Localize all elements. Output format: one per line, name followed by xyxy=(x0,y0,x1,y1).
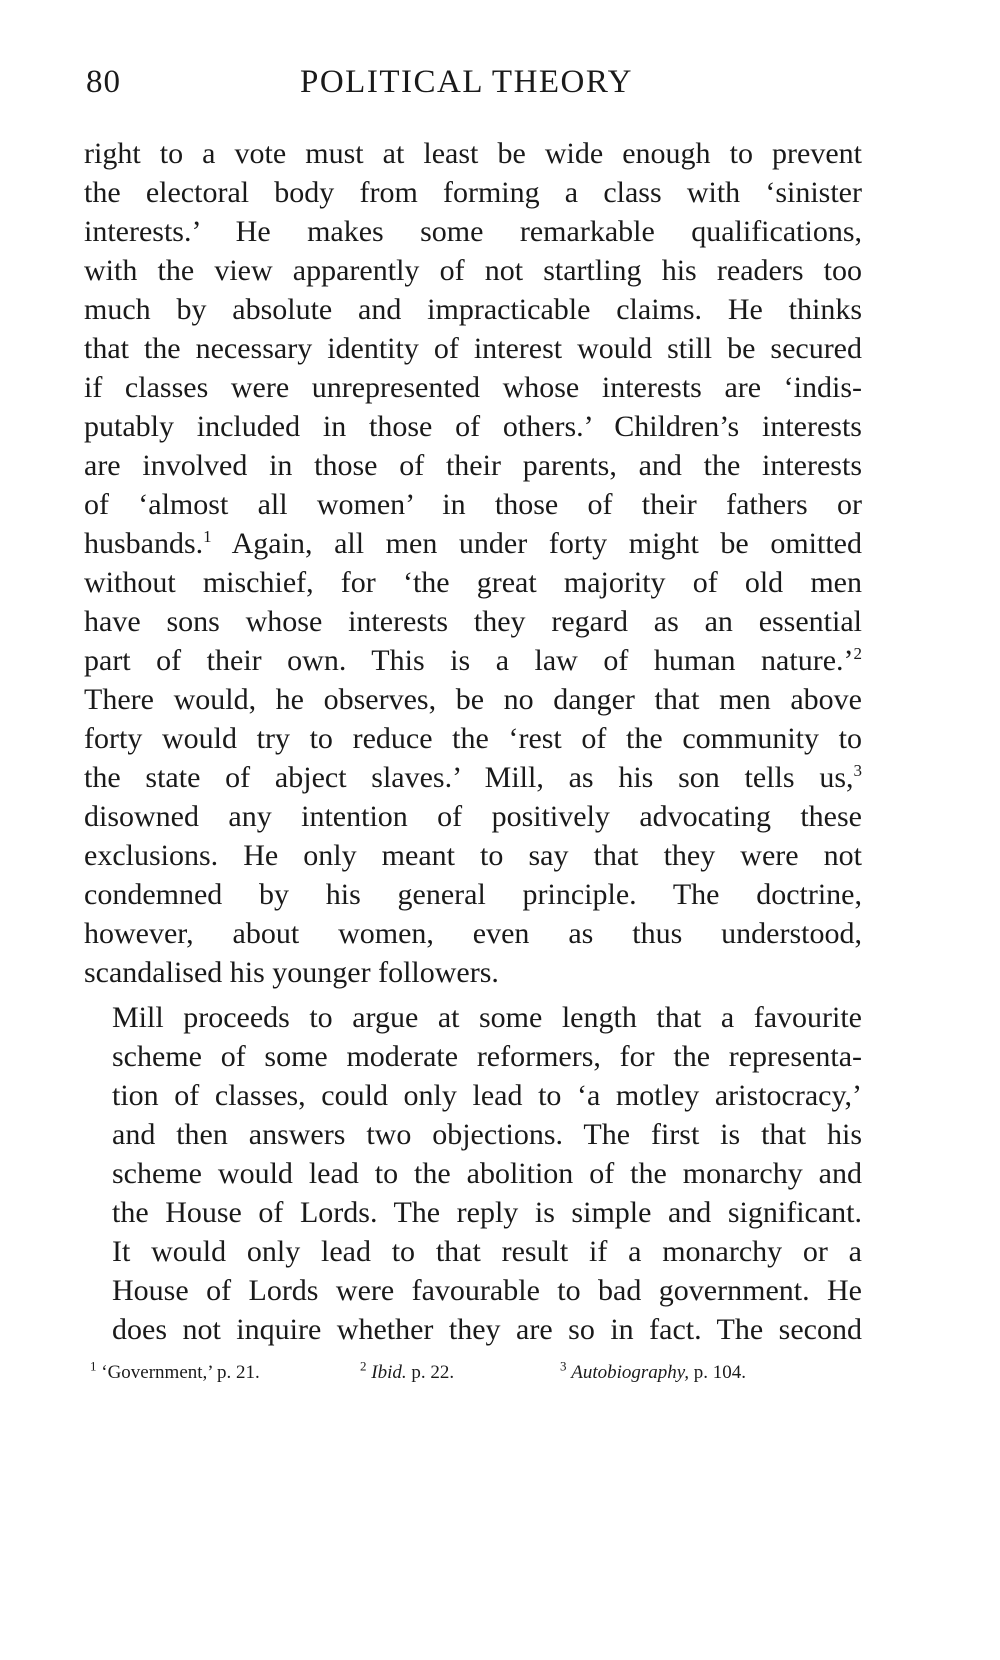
text-line: forty would try to reduce the ‘rest of the community to xyxy=(84,722,862,755)
text-line: and then answers two objections. The first is that his xyxy=(112,1118,862,1151)
text-line: scheme of some moderate reformers, for the representa- xyxy=(112,1040,862,1073)
footnote-ref-3: 3 xyxy=(853,761,862,780)
text-line: however, about women, even as thus understood, xyxy=(84,917,862,950)
text-line: the electoral body from forming a class with ‘sinister xyxy=(84,176,862,209)
text-line: if classes were unrepresented whose interests are ‘indis- xyxy=(84,371,862,404)
footnote-2 xyxy=(360,1358,455,1384)
text-line: right to a vote must at least be wide enough to prevent xyxy=(84,137,862,170)
text-line: the House of Lords. The reply is simple and significant. xyxy=(112,1196,862,1229)
text-line: disowned any intention of positively advocating these xyxy=(84,800,862,833)
text-line: There would, he observes, be no danger that men above xyxy=(84,683,862,716)
paragraph-2 xyxy=(84,998,862,1349)
footnote-text: ‘Government,’ p. 21. xyxy=(101,1362,260,1383)
body-text xyxy=(84,134,862,1349)
footnote-ibid: Ibid. xyxy=(371,1362,407,1383)
text-line: putably included in those of others.’ Children’s interests xyxy=(84,410,862,443)
text-segment: the state of abject slaves.’ Mill, as his son tells us, xyxy=(84,761,854,794)
footnote-1 xyxy=(90,1358,260,1384)
text-line: of ‘almost all women’ in those of their fathers or xyxy=(84,488,862,521)
text-line: exclusions. He only meant to say that they were not xyxy=(84,839,862,872)
footnote-title: Autobiography, xyxy=(571,1362,689,1383)
footnote-mark: 3 xyxy=(560,1358,567,1374)
running-head: POLITICAL THEORY xyxy=(300,64,633,100)
footnote-text: p. 104. xyxy=(688,1362,746,1383)
text-line-with-footnote xyxy=(84,758,862,797)
text-line: that the necessary identity of interest would still be secured xyxy=(84,332,862,365)
footnote-ref-2: 2 xyxy=(853,644,862,663)
text-line: does not inquire whether they are so in fact. The second xyxy=(112,1313,862,1346)
text-line-with-footnote xyxy=(84,524,862,563)
text-segment: husbands. xyxy=(84,527,204,560)
text-line: are involved in those of their parents, and the interests xyxy=(84,449,862,482)
footnote-3 xyxy=(560,1358,746,1384)
text-segment: Again, all men under forty might be omitted xyxy=(231,527,862,560)
text-line: have sons whose interests they regard as an essential xyxy=(84,605,862,638)
footnote-mark: 1 xyxy=(90,1358,97,1374)
text-line: interests.’ He makes some remarkable qualifications, xyxy=(84,215,862,248)
text-line: scandalised his younger followers. xyxy=(84,956,499,989)
footnote-mark: 2 xyxy=(360,1358,367,1374)
text-line: much by absolute and impracticable claims. He thinks xyxy=(84,293,862,326)
text-line: Mill proceeds to argue at some length that a favourite xyxy=(112,1001,862,1034)
page-number: 80 xyxy=(86,64,121,100)
text-line: scheme would lead to the abolition of the monarchy and xyxy=(112,1157,862,1190)
text-line: House of Lords were favourable to bad government. He xyxy=(112,1274,862,1307)
text-line: with the view apparently of not startling his readers too xyxy=(84,254,862,287)
text-line: tion of classes, could only lead to ‘a motley aristocracy,’ xyxy=(112,1079,862,1112)
paragraph-1 xyxy=(84,134,862,992)
text-line: condemned by his general principle. The doctrine, xyxy=(84,878,862,911)
text-line-with-footnote xyxy=(84,641,862,680)
text-line: without mischief, for ‘the great majority of old men xyxy=(84,566,862,599)
footnote-text: p. 22. xyxy=(406,1362,455,1383)
footnote-ref-1: 1 xyxy=(203,527,212,546)
footnotes xyxy=(90,1358,830,1392)
text-line: It would only lead to that result if a monarchy or a xyxy=(112,1235,862,1268)
text-segment: part of their own. This is a law of human nature.’ xyxy=(84,644,854,677)
